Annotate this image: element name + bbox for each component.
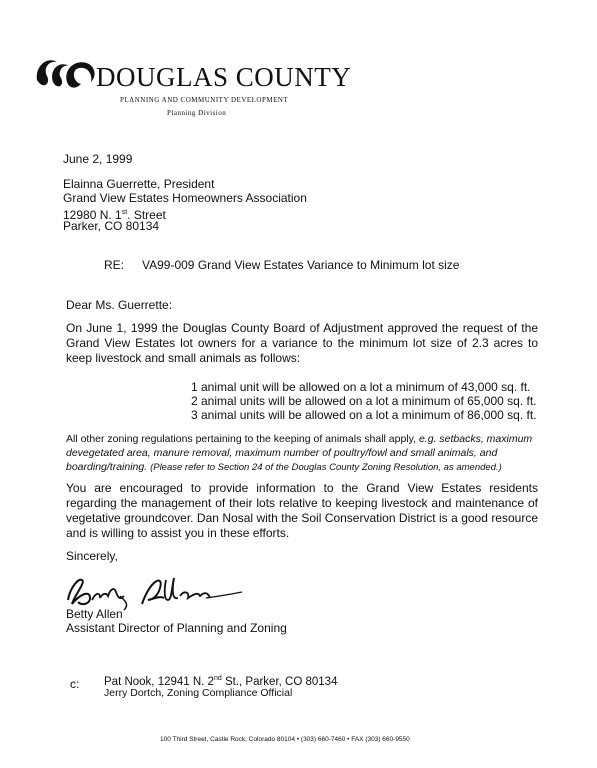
douglas-county-logo-icon	[33, 52, 101, 92]
salutation: Dear Ms. Guerrette:	[66, 298, 173, 312]
subject-text: VA99-009 Grand View Estates Variance to Minimum lot size	[142, 258, 460, 272]
closing: Sincerely,	[66, 549, 118, 563]
body-paragraph-2	[66, 432, 542, 475]
list-item: 2 animal units will be allowed on a lot a minimum of 65,000 sq. ft.	[191, 394, 537, 408]
cc-recipient-1: Pat Nook, 12941 N. 2nd St., Parker, CO 80134	[104, 675, 338, 688]
recipient-street: 12980 N. 1st. Street	[63, 208, 166, 222]
cc-label: c:	[70, 677, 80, 691]
paragraph-2-italic: e.g. setbacks, maximum devegetated area, manure removal, maximum number of poultry/fowl and small animals, and boarding/training.	[66, 433, 533, 473]
signer-title: Assistant Director of Planning and Zoning	[66, 621, 287, 635]
subject-label: RE:	[104, 258, 125, 272]
signer-name: Betty Allen	[66, 607, 123, 621]
list-item: 1 animal unit will be allowed on a lot a minimum of 43,000 sq. ft.	[191, 380, 531, 394]
letter-date: June 2, 1999	[63, 152, 133, 166]
paragraph-2-lead: All other zoning regulations pertaining to the keeping of animals shall apply,	[66, 433, 417, 445]
body-paragraph-3: You are encouraged to provide information to the Grand View Estates residents regarding the management of their lots relative to keeping livestock and maintenance of vegetative groundcover. Dan Nosal with the Soil Conservation District is a good resource and is willing to assist you in these efforts.	[66, 481, 538, 540]
recipient-name: Elainna Guerrette, President	[63, 177, 215, 191]
recipient-city: Parker, CO 80134	[63, 219, 160, 233]
footer-address: 100 Third Street, Castle Rock, Colorado 80104 • (303) 660-7460 • FAX (303) 660-9550	[160, 736, 410, 743]
paragraph-2-note: (Please refer to Section 24 of the Douglas County Zoning Resolution, as amended.)	[150, 462, 502, 473]
recipient-organization: Grand View Estates Homeowners Association	[63, 191, 307, 205]
cc-recipient-2: Jerry Dortch, Zoning Compliance Official	[104, 687, 293, 699]
letterhead-org-name: DOUGLAS COUNTY	[96, 62, 352, 92]
list-item: 3 animal units will be allowed on a lot a minimum of 86,000 sq. ft.	[191, 408, 537, 422]
letterhead-division: Planning Division	[167, 109, 227, 117]
letterhead-department: PLANNING AND COMMUNITY DEVELOPMENT	[120, 96, 289, 104]
body-paragraph-1: On June 1, 1999 the Douglas County Board of Adjustment approved the request of the Grand View Estates lot owners for a variance to the minimum lot size of 2.3 acres to keep livestock and small animals as follows:	[66, 321, 538, 365]
